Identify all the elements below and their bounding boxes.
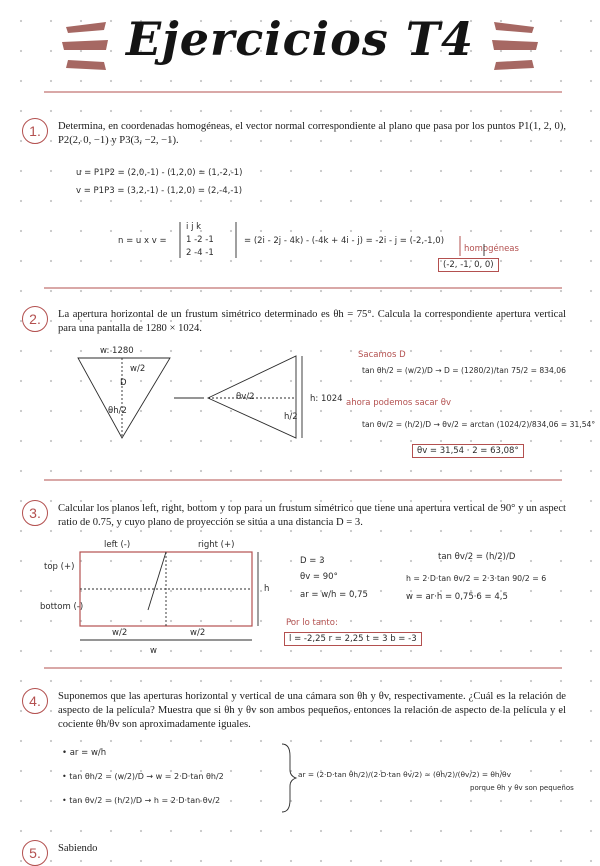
exercise-5-statement: Sabiendo (58, 843, 98, 854)
ex1-v-line: v = P1P3 = (3,2,-1) - (1,2,0) = (2,-4,-1) (76, 186, 243, 196)
ex1-calc: = (2i - 2j - 4k) - (-4k + 4i - j) = -2i - j = (-2,-1,0) (244, 236, 445, 246)
ex2-h2: h/2 (284, 412, 298, 422)
ex2-sacamos: Sacamos D (358, 350, 406, 360)
ex4-note: porque θh y θv son pequeños (470, 784, 574, 792)
ex3-D3: D = 3 (300, 556, 325, 566)
ex4-line1: • ar = w/h (62, 748, 107, 758)
ex4-result: ar = (2·D·tan θh/2)/(2·D·tan θv/2) ≈ (θh/2)/(θv/2) = θh/θv (298, 770, 511, 779)
ex1-det-row2: 1 -2 -1 (186, 235, 214, 245)
exercise-3-number: 3. (22, 500, 48, 526)
ex2-theta-h: θh/2 (108, 406, 127, 416)
ex3-left: left (-) (104, 540, 131, 550)
ex3-w-eq: w = ar·h = 0,75·6 = 4,5 (406, 592, 508, 602)
ex3-w2b: w/2 (190, 628, 206, 638)
ex3-w2a: w/2 (112, 628, 128, 638)
ex2-result: θv = 31,54 · 2 = 63,08° (412, 444, 524, 458)
exercise-4-number: 4. (22, 688, 48, 714)
ex1-homog-label: homogéneas (464, 244, 519, 254)
ex3-right: right (+) (198, 540, 235, 550)
ex3-tan: tan θv/2 = (h/2)/D (438, 552, 516, 562)
ex1-n-label: n = u x v = (118, 236, 167, 246)
ex1-result: (-2, -1, 0, 0) (438, 258, 499, 272)
ex2-eq2: tan θv/2 = (h/2)/D → θv/2 = arctan (1024/2)/834,06 = 31,54° (362, 420, 596, 429)
exercise-1-statement: Determina, en coordenadas homogéneas, el vector normal correspondiente al plano que pasa por los puntos P1(1, 2, 0), P2(2, 0, −1) y P3(3, −2, −1). (58, 121, 566, 146)
ex3-h-eq: h = 2·D·tan θv/2 = 2·3·tan 90/2 = 6 (406, 574, 547, 583)
ex3-w: w (150, 646, 157, 656)
exercise-5-number: 5. (22, 840, 48, 866)
ex2-eq1: tan θh/2 = (w/2)/D → D = (1280/2)/tan 75/2 = 834,06 (362, 366, 566, 375)
ex3-h: h (264, 584, 270, 594)
ex4-line2: • tan θh/2 = (w/2)/D → w = 2·D·tan θh/2 (62, 772, 224, 781)
ex2-w2: w/2 (130, 364, 146, 374)
ex1-det-row1: i j k (186, 222, 202, 232)
exercise-2-number: 2. (22, 306, 48, 332)
ex2-ahora: ahora podemos sacar θv (346, 398, 451, 408)
exercise-4-statement: Suponemos que las aperturas horizontal y vertical de una cámara son θh y θv, respectivamente. ¿Cuál es la relación de aspecto de la película? Muestra que si θh y θv son ambos pequeños, entonces la relación de aspecto de la película y el cociente θh/θv son aproximadamente iguales. (58, 691, 566, 730)
ex2-h-label: h: 1024 (310, 394, 343, 404)
ex1-u-line: u = P1P2 = (2,0,-1) - (1,2,0) = (1,-2,-1) (76, 168, 243, 178)
ex2-theta-v: θv/2 (236, 392, 255, 402)
ex3-ar: ar = w/h = 0,75 (300, 590, 368, 600)
ex2-w-label: w: 1280 (100, 346, 134, 356)
ex3-por-tanto: Por lo tanto: (286, 618, 338, 628)
ex1-det-row3: 2 -4 -1 (186, 248, 214, 258)
ex3-bottom: bottom (-) (40, 602, 84, 612)
exercise-2-statement: La apertura horizontal de un frustum simétrico determinado es θh = 75°. Calcula la correspondiente apertura vertical para una pantalla de 1280 × 1024. (58, 309, 566, 334)
ex4-line3: • tan θv/2 = (h/2)/D → h = 2·D·tan θv/2 (62, 796, 221, 805)
page-title: Ejercicios T4 (125, 12, 474, 66)
exercise-3-statement: Calcular los planos left, right, bottom y top para un frustum simétrico que tiene una apertura vertical de 90° y un aspect ratio de 0.75, y cuyo plano de proyección se sitúa a una distancia D = 3. (58, 503, 566, 528)
ex2-D: D (120, 378, 127, 388)
ex3-top: top (+) (44, 562, 75, 572)
ex3-tv: θv = 90° (300, 572, 338, 582)
ex3-result: l = -2,25 r = 2,25 t = 3 b = -3 (284, 632, 422, 646)
exercise-1-number: 1. (22, 118, 48, 144)
